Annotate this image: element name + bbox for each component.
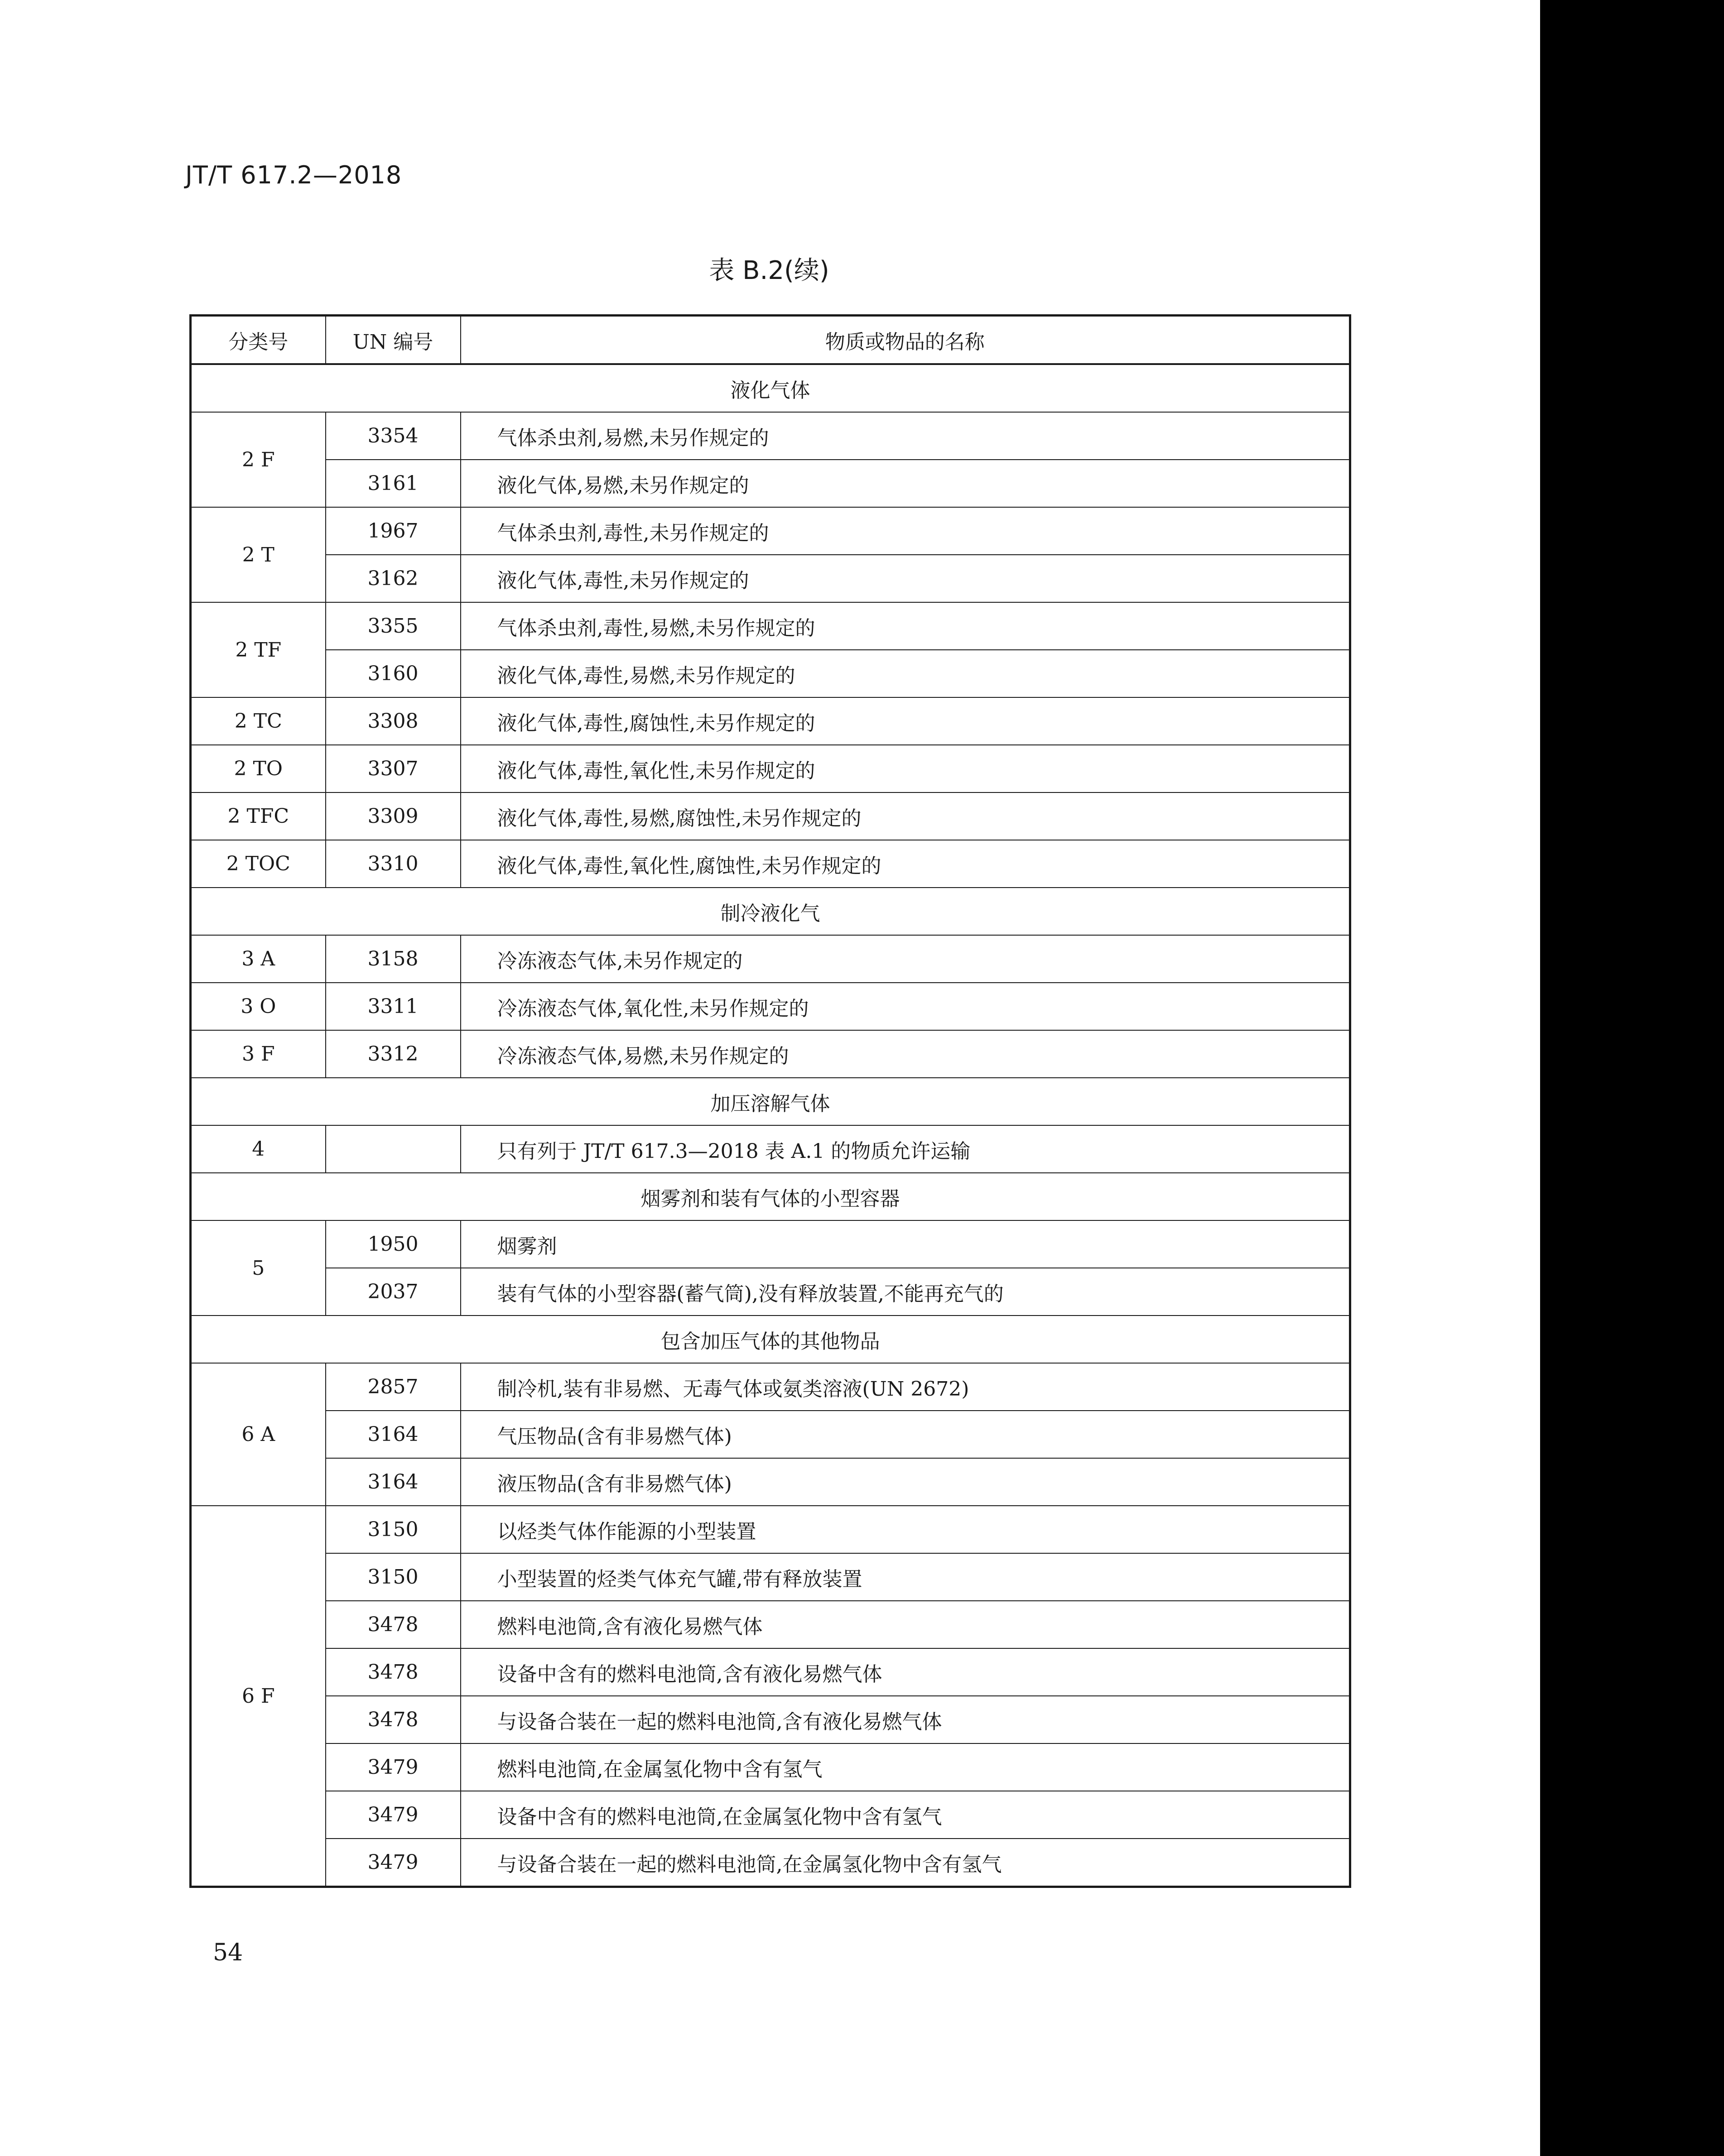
name-cell: 冷冻液态气体,易燃,未另作规定的 (461, 1030, 1350, 1078)
section-row (191, 1078, 1350, 1125)
class-cell: 2 F (191, 412, 326, 507)
section-row (191, 1316, 1350, 1363)
un-number-cell: 3479 (326, 1839, 461, 1887)
name-cell: 与设备合装在一起的燃料电池筒,在金属氢化物中含有氢气 (461, 1839, 1350, 1887)
un-number-cell: 3309 (326, 792, 461, 840)
class-cell: 2 T (191, 507, 326, 602)
name-cell: 设备中含有的燃料电池筒,在金属氢化物中含有氢气 (461, 1791, 1350, 1839)
table-row (191, 650, 1350, 697)
un-number-cell: 3478 (326, 1648, 461, 1696)
name-cell: 只有列于 JT/T 617.3—2018 表 A.1 的物质允许运输 (461, 1125, 1350, 1173)
table-row (191, 935, 1350, 983)
table-row (191, 1220, 1350, 1268)
un-number-cell: 3158 (326, 935, 461, 983)
document-code: JT/T 617.2—2018 (185, 161, 402, 189)
class-cell: 2 TC (191, 697, 326, 745)
table-row (191, 983, 1350, 1030)
table-row (191, 1696, 1350, 1743)
name-cell: 以烃类气体作能源的小型装置 (461, 1506, 1350, 1553)
un-number-cell: 3150 (326, 1553, 461, 1601)
un-number-cell: 3479 (326, 1791, 461, 1839)
section-title: 烟雾剂和装有气体的小型容器 (191, 1173, 1350, 1220)
name-cell: 与设备合装在一起的燃料电池筒,含有液化易燃气体 (461, 1696, 1350, 1743)
header-name: 物质或物品的名称 (461, 316, 1350, 365)
dangerous-goods-table (189, 314, 1351, 1888)
name-cell: 液化气体,毒性,氧化性,腐蚀性,未另作规定的 (461, 840, 1350, 888)
table-row (191, 507, 1350, 555)
class-cell: 3 A (191, 935, 326, 983)
table-header-row (191, 316, 1350, 365)
un-number-cell: 2037 (326, 1268, 461, 1316)
table-row (191, 840, 1350, 888)
un-number-cell: 3478 (326, 1601, 461, 1648)
un-number-cell (326, 1125, 461, 1173)
header-un-number: UN 编号 (326, 316, 461, 365)
table-row (191, 1458, 1350, 1506)
un-number-cell: 3160 (326, 650, 461, 697)
name-cell: 液化气体,毒性,易燃,腐蚀性,未另作规定的 (461, 792, 1350, 840)
name-cell: 燃料电池筒,在金属氢化物中含有氢气 (461, 1743, 1350, 1791)
name-cell: 液压物品(含有非易燃气体) (461, 1458, 1350, 1506)
name-cell: 气体杀虫剂,毒性,易燃,未另作规定的 (461, 602, 1350, 650)
name-cell: 气体杀虫剂,易燃,未另作规定的 (461, 412, 1350, 460)
name-cell: 液化气体,毒性,腐蚀性,未另作规定的 (461, 697, 1350, 745)
un-number-cell: 3311 (326, 983, 461, 1030)
un-number-cell: 3307 (326, 745, 461, 792)
section-title: 包含加压气体的其他物品 (191, 1316, 1350, 1363)
un-number-cell: 1950 (326, 1220, 461, 1268)
un-number-cell: 3310 (326, 840, 461, 888)
name-cell: 液化气体,毒性,易燃,未另作规定的 (461, 650, 1350, 697)
section-title: 制冷液化气 (191, 888, 1350, 935)
page-number: 54 (213, 1939, 243, 1966)
name-cell: 燃料电池筒,含有液化易燃气体 (461, 1601, 1350, 1648)
un-number-cell: 3354 (326, 412, 461, 460)
name-cell: 装有气体的小型容器(蓄气筒),没有释放装置,不能再充气的 (461, 1268, 1350, 1316)
table-row (191, 412, 1350, 460)
class-cell: 6 A (191, 1363, 326, 1506)
class-cell: 3 O (191, 983, 326, 1030)
section-row (191, 888, 1350, 935)
class-cell: 2 TO (191, 745, 326, 792)
class-cell: 3 F (191, 1030, 326, 1078)
table-row (191, 1030, 1350, 1078)
table-row (191, 792, 1350, 840)
section-title: 加压溶解气体 (191, 1078, 1350, 1125)
table-row (191, 1411, 1350, 1458)
un-number-cell: 3479 (326, 1743, 461, 1791)
table-row (191, 745, 1350, 792)
un-number-cell: 1967 (326, 507, 461, 555)
table-row (191, 1268, 1350, 1316)
table-row (191, 1363, 1350, 1411)
name-cell: 气体杀虫剂,毒性,未另作规定的 (461, 507, 1350, 555)
header-class: 分类号 (191, 316, 326, 365)
class-cell: 2 TOC (191, 840, 326, 888)
table-row (191, 460, 1350, 507)
un-number-cell: 3355 (326, 602, 461, 650)
name-cell: 气压物品(含有非易燃气体) (461, 1411, 1350, 1458)
un-number-cell: 3162 (326, 555, 461, 602)
class-cell: 2 TFC (191, 792, 326, 840)
table-title: 表 B.2(续) (709, 256, 829, 285)
class-cell: 5 (191, 1220, 326, 1316)
table-row (191, 602, 1350, 650)
table-row (191, 1743, 1350, 1791)
un-number-cell: 2857 (326, 1363, 461, 1411)
table-row (191, 1125, 1350, 1173)
un-number-cell: 3164 (326, 1458, 461, 1506)
name-cell: 小型装置的烃类气体充气罐,带有释放装置 (461, 1553, 1350, 1601)
name-cell: 冷冻液态气体,未另作规定的 (461, 935, 1350, 983)
un-number-cell: 3150 (326, 1506, 461, 1553)
class-cell: 4 (191, 1125, 326, 1173)
name-cell: 冷冻液态气体,氧化性,未另作规定的 (461, 983, 1350, 1030)
table-row (191, 1506, 1350, 1553)
un-number-cell: 3308 (326, 697, 461, 745)
table-row (191, 1553, 1350, 1601)
name-cell: 液化气体,毒性,未另作规定的 (461, 555, 1350, 602)
class-cell: 2 TF (191, 602, 326, 697)
un-number-cell: 3164 (326, 1411, 461, 1458)
table-row (191, 1791, 1350, 1839)
name-cell: 液化气体,易燃,未另作规定的 (461, 460, 1350, 507)
section-row (191, 364, 1350, 412)
table-row (191, 1839, 1350, 1887)
table-row (191, 1648, 1350, 1696)
table-row (191, 697, 1350, 745)
table-row (191, 1601, 1350, 1648)
section-title: 液化气体 (191, 364, 1350, 412)
name-cell: 设备中含有的燃料电池筒,含有液化易燃气体 (461, 1648, 1350, 1696)
un-number-cell: 3478 (326, 1696, 461, 1743)
name-cell: 制冷机,装有非易燃、无毒气体或氨类溶液(UN 2672) (461, 1363, 1350, 1411)
un-number-cell: 3312 (326, 1030, 461, 1078)
un-number-cell: 3161 (326, 460, 461, 507)
class-cell: 6 F (191, 1506, 326, 1887)
name-cell: 液化气体,毒性,氧化性,未另作规定的 (461, 745, 1350, 792)
name-cell: 烟雾剂 (461, 1220, 1350, 1268)
table-row (191, 555, 1350, 602)
section-row (191, 1173, 1350, 1220)
scan-edge-band (1540, 0, 1724, 2156)
